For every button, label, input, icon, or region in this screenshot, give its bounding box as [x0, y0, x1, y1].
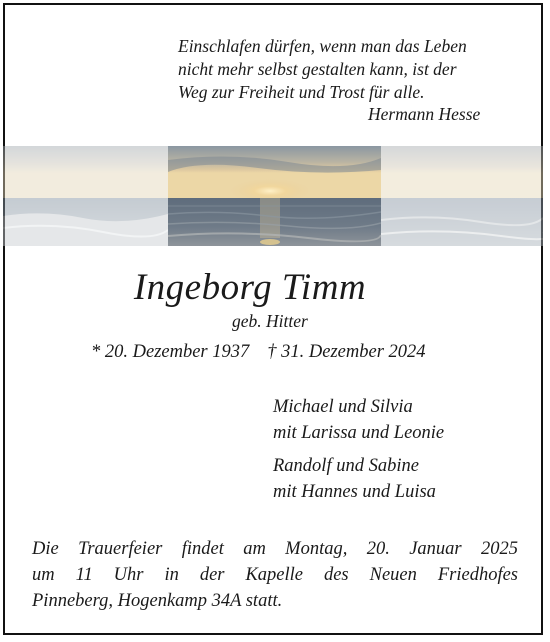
mourner-group: [273, 394, 444, 446]
mourner-names: mit Larissa und Leonie: [273, 423, 445, 443]
mourner-names: mit Hannes und Luisa: [273, 482, 436, 502]
sea-image-left-faded: [3, 146, 168, 246]
mourner-group: [273, 453, 436, 505]
life-dates: [91, 342, 426, 363]
sea-image-center: [168, 146, 381, 246]
sea-sunset-image: [3, 146, 543, 246]
quote-author: Hermann Hesse: [368, 104, 481, 124]
quote-line: Einschlafen dürfen, wenn man das Leben: [178, 36, 467, 56]
mourner-names: Michael und Silvia: [273, 397, 413, 417]
sea-image-right-faded: [381, 146, 543, 246]
quote-line: nicht mehr selbst gestalten kann, ist der: [178, 59, 457, 79]
quote-line: Weg zur Freiheit und Trost für alle.: [178, 82, 425, 102]
service-line: um 11 Uhr in der Kapelle des Neuen Friedhofes: [32, 565, 518, 585]
deceased-name-text: Ingeborg Timm: [133, 267, 367, 308]
quote-block: [178, 35, 518, 104]
maiden-name: geb. Hitter: [232, 311, 308, 331]
service-line: Pinneberg, Hogenkamp 34A statt.: [32, 591, 283, 611]
mourner-names: Randolf und Sabine: [273, 456, 419, 476]
funeral-service-notice: [32, 536, 518, 614]
birth-date: * 20. Dezember 1937: [91, 342, 250, 362]
death-date: † 31. Dezember 2024: [267, 342, 426, 362]
deceased-name: [0, 266, 550, 310]
service-line: Die Trauerfeier findet am Montag, 20. Januar 2025: [32, 539, 518, 559]
